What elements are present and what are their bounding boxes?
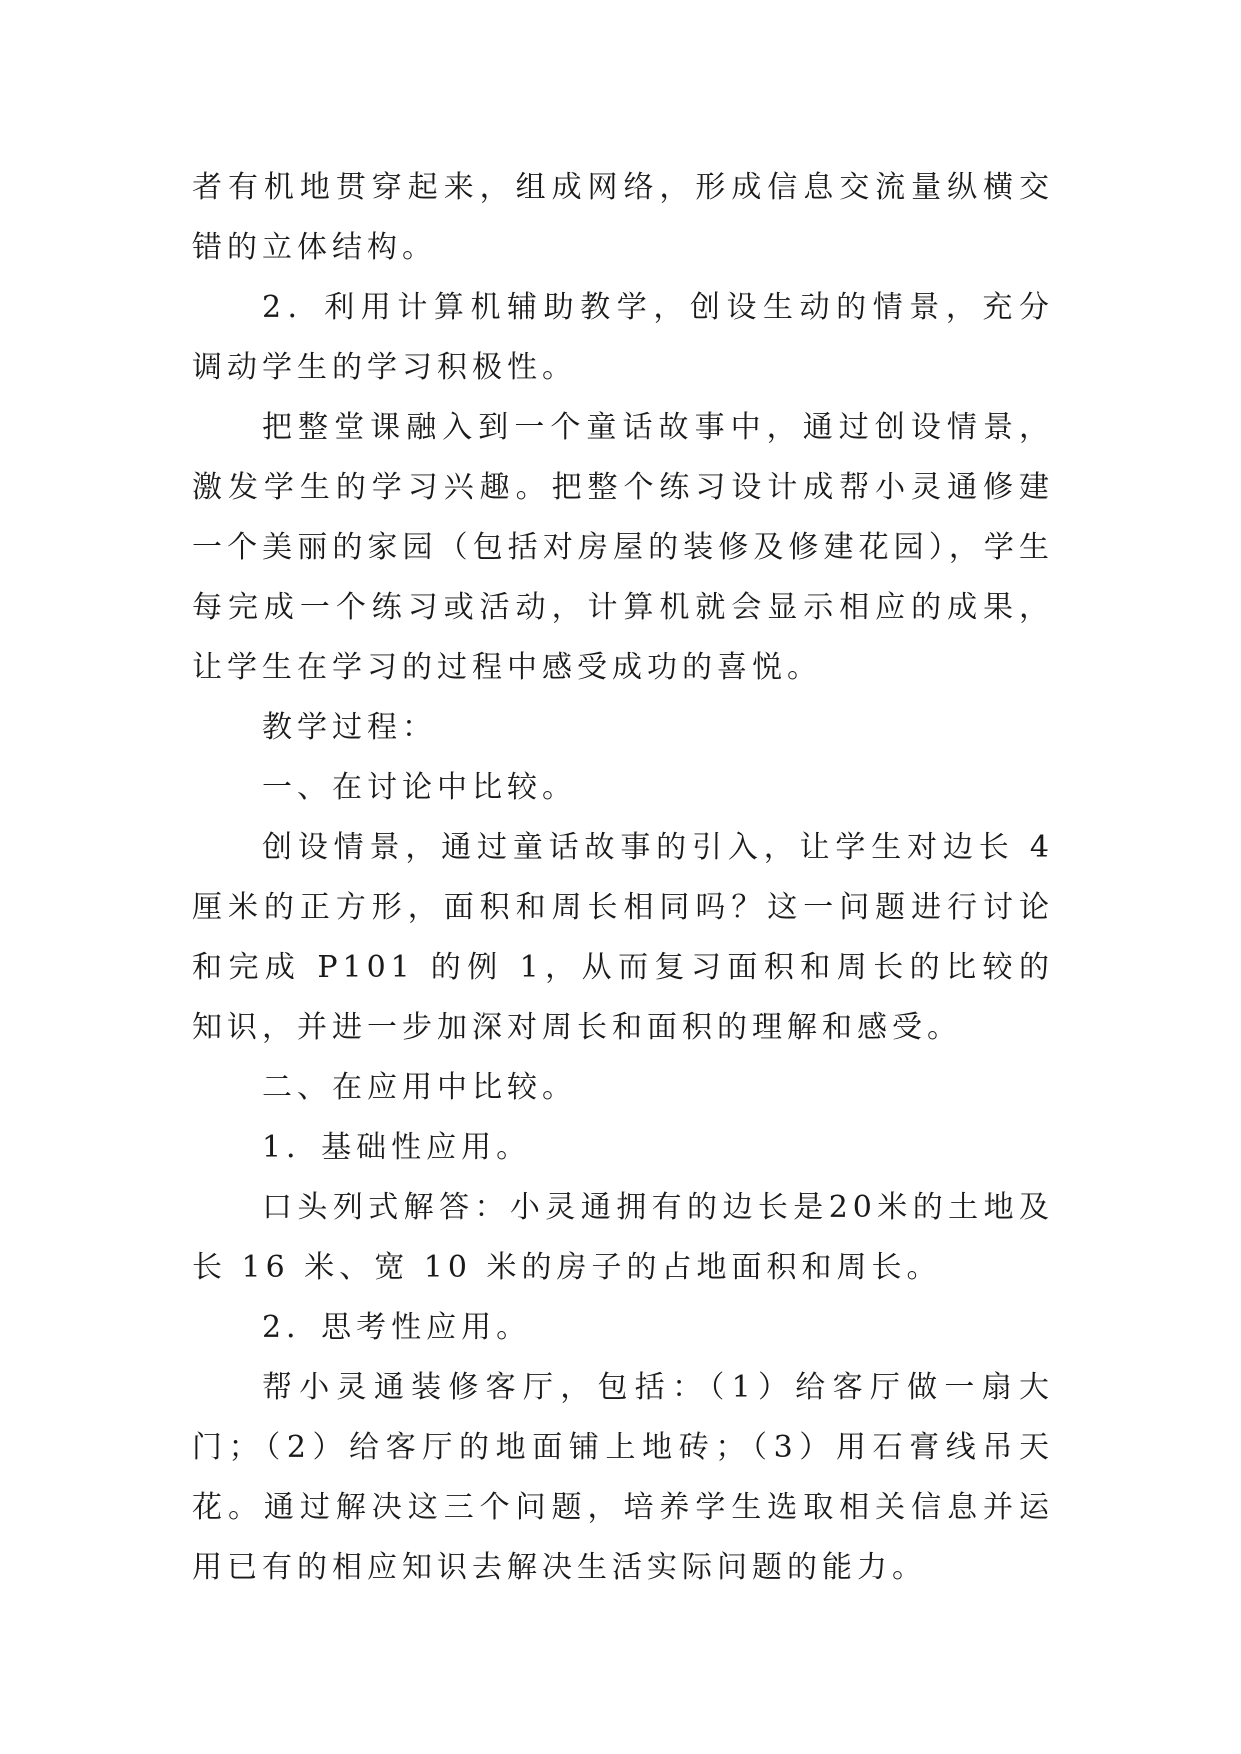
subheading-basic: 1．基础性应用。: [262, 1130, 532, 1165]
section-heading-1: 一、在讨论中比较。: [262, 770, 577, 805]
paragraph-2: 2．利用计算机辅助教学，创设生动的情景，充分调动学生的学习积极性。: [192, 290, 1054, 385]
paragraph-9: 口头列式解答：小灵通拥有的边长是20米的土地及长 16 米、宽 10 米的房子的占地面积和周长。: [192, 1190, 1054, 1285]
document-page: [192, 158, 1054, 1598]
section-heading-process: 教学过程：: [262, 710, 437, 745]
paragraph-11: 帮小灵通装修客厅，包括：（1）给客厅做一扇大门；（2）给客厅的地面铺上地砖；（3）用石膏线吊天花。通过解决这三个问题，培养学生选取相关信息并运用已有的相应知识去解决生活实际问题的能力。: [192, 1370, 1054, 1585]
paragraph-3: 把整堂课融入到一个童话故事中，通过创设情景，激发学生的学习兴趣。把整个练习设计成帮小灵通修建一个美丽的家园（包括对房屋的装修及修建花园），学生每完成一个练习或活动，计算机就会显示相应的成果，让学生在学习的过程中感受成功的喜悦。: [192, 410, 1054, 685]
paragraph-1: 者有机地贯穿起来，组成网络，形成信息交流量纵横交错的立体结构。: [192, 170, 1054, 265]
paragraph-6: 创设情景，通过童话故事的引入，让学生对边长 4 厘米的正方形，面积和周长相同吗？这一问题进行讨论和完成 P101 的例 1，从而复习面积和周长的比较的知识，并进一步加深对周长和面积的理解和感受。: [192, 830, 1054, 1045]
subheading-thinking: 2．思考性应用。: [262, 1310, 532, 1345]
section-heading-2: 二、在应用中比较。: [262, 1070, 577, 1105]
